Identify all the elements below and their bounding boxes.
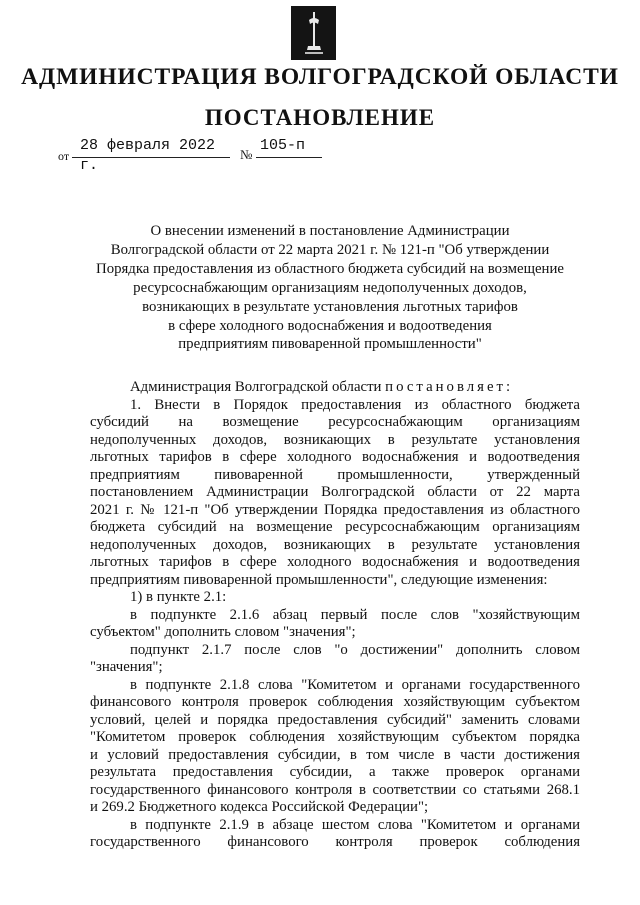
title-line: Волгоградской области от 22 марта 2021 г. № 121-п "Об утверждении (110, 241, 550, 258)
body-line: государственного финансового контроля в соответствии со статьями 268.1 (90, 781, 580, 798)
title-line: в сфере холодного водоснабжения и водоотведения (168, 317, 492, 334)
date-number-row (0, 136, 640, 174)
title-line: Порядка предоставления из областного бюджета субсидий на возмещение (96, 260, 564, 277)
body-line: бюджета субсидий на возмещение ресурсоснабжающим организациям (90, 519, 580, 535)
document-number: 105-п (256, 136, 322, 158)
document-type: ПОСТАНОВЛЕНИЕ (204, 105, 436, 130)
body-line: "значения"; (90, 659, 163, 675)
body-line: в подпункте 2.1.8 слова "Комитетом и органами государственного (130, 676, 580, 693)
body-line: "Комитетом проверок соблюдения хозяйствующим субъектом порядка (90, 729, 580, 745)
body-line: в подпункте 2.1.9 в абзаце шестом слова "Комитетом и органами (130, 816, 580, 833)
body-line: предприятиям пивоваренной промышленности", следующие изменения: (90, 571, 548, 588)
resolution-intro (90, 379, 580, 397)
title-line: возникающих в результате установления льготных тарифов (142, 298, 518, 315)
body-line: в подпункте 2.1.6 абзац первый после слов "хозяйствующим (130, 606, 580, 623)
body-line: льготных тарифов в сфере холодного водоснабжения и водоотведения (90, 554, 580, 570)
title-line: О внесении изменений в постановление Администрации (150, 223, 510, 239)
body-line: государственного финансового контроля проверок соблюдения (90, 834, 580, 850)
body-line: субсидий на возмещение ресурсоснабжающим организациям (90, 414, 580, 430)
body-line: субъектом" дополнить словом "значения"; (90, 624, 356, 640)
intro-text: Администрация Волгоградской области (130, 379, 382, 395)
number-prefix: № (240, 147, 253, 162)
body-line: 1) в пункте 2.1: (130, 589, 227, 605)
body-line: и 269.2 Бюджетного кодекса Российской Федерации"; (90, 799, 429, 815)
title-line: ресурсоснабжающим организациям недополученных доходов, (133, 279, 527, 296)
body-line: подпункт 2.1.7 после слов "о достижении" дополнить словом (130, 641, 580, 658)
intro-decree-word: постановляет: (385, 379, 514, 395)
body-line: и условий предоставления субсидии, в том числе в части достижения (90, 746, 580, 763)
document-title (60, 222, 600, 354)
body-line: недополученных доходов, возникающих в результате установления (90, 536, 580, 553)
document-body (90, 379, 580, 852)
body-line: постановлением Администрации Волгоградской области от 22 марта (90, 484, 580, 500)
title-line: предприятиям пивоваренной промышленности" (178, 336, 482, 353)
body-line: предприятиям пивоваренной промышленности, утвержденный (90, 466, 580, 483)
date-prefix: от (58, 149, 70, 163)
body-line: льготных тарифов в сфере холодного водоснабжения и водоотведения (90, 449, 580, 465)
organization-name: АДМИНИСТРАЦИЯ ВОЛГОГРАДСКОЙ ОБЛАСТИ (21, 64, 619, 90)
body-line: 1. Внести в Порядок предоставления из областного бюджета (130, 396, 580, 413)
coat-of-arms-emblem (291, 6, 336, 60)
body-line: 2021 г. № 121-п "Об утверждении Порядка предоставления из областного (90, 501, 580, 518)
body-line: финансового контроля проверок соблюдения хозяйствующим субъектом (90, 694, 580, 710)
body-line: недополученных доходов, возникающих в результате установления (90, 431, 580, 448)
body-line: результата предоставления субсидии, а также проверок органами (90, 764, 580, 780)
document-date: 28 февраля 2022 г. (72, 136, 230, 158)
body-line: условий, целей и порядка предоставления субсидий" заменить словами (90, 711, 580, 728)
